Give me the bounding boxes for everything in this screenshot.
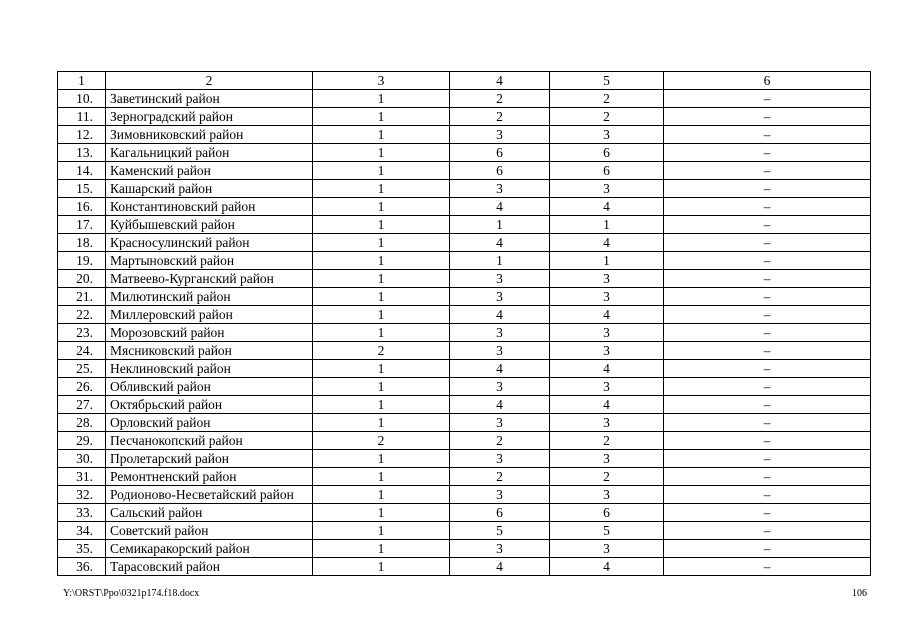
col6-cell: – xyxy=(664,504,871,522)
col6-cell: – xyxy=(664,360,871,378)
col3-cell: 1 xyxy=(313,324,450,342)
district-name-cell: Милютинский район xyxy=(106,288,313,306)
col4-cell: 2 xyxy=(450,432,550,450)
col3-cell: 1 xyxy=(313,288,450,306)
col5-cell: 4 xyxy=(550,558,664,576)
row-number-cell: 24. xyxy=(58,342,106,360)
col4-cell: 1 xyxy=(450,216,550,234)
district-name-cell: Зерноградский район xyxy=(106,108,313,126)
col3-cell: 1 xyxy=(313,90,450,108)
col6-cell: – xyxy=(664,378,871,396)
row-number-cell: 22. xyxy=(58,306,106,324)
footer-page-number: 106 xyxy=(852,588,867,599)
col3-cell: 1 xyxy=(313,378,450,396)
col4-cell: 6 xyxy=(450,504,550,522)
col6-cell: – xyxy=(664,288,871,306)
col5-cell: 5 xyxy=(550,522,664,540)
row-number-cell: 29. xyxy=(58,432,106,450)
col5-cell: 2 xyxy=(550,468,664,486)
district-name-cell: Родионово-Несветайский район xyxy=(106,486,313,504)
col3-cell: 1 xyxy=(313,540,450,558)
row-number-cell: 18. xyxy=(58,234,106,252)
col3-cell: 1 xyxy=(313,180,450,198)
district-name-cell: Октябрьский район xyxy=(106,396,313,414)
col4-cell: 5 xyxy=(450,522,550,540)
table-row xyxy=(58,108,871,126)
header-cell: 2 xyxy=(106,72,313,90)
col3-cell: 1 xyxy=(313,108,450,126)
footer-file-path: Y:\ORST\Ppo\0321p174.f18.docx xyxy=(63,588,200,599)
col5-cell: 1 xyxy=(550,252,664,270)
col4-cell: 3 xyxy=(450,180,550,198)
col4-cell: 4 xyxy=(450,360,550,378)
row-number-cell: 31. xyxy=(58,468,106,486)
col4-cell: 2 xyxy=(450,108,550,126)
col4-cell: 3 xyxy=(450,270,550,288)
district-name-cell: Ремонтненский район xyxy=(106,468,313,486)
col3-cell: 1 xyxy=(313,126,450,144)
col5-cell: 2 xyxy=(550,432,664,450)
district-name-cell: Семикаракорский район xyxy=(106,540,313,558)
row-number-cell: 16. xyxy=(58,198,106,216)
row-number-cell: 23. xyxy=(58,324,106,342)
col4-cell: 3 xyxy=(450,486,550,504)
col6-cell: – xyxy=(664,432,871,450)
col6-cell: – xyxy=(664,108,871,126)
col5-cell: 4 xyxy=(550,198,664,216)
table-row xyxy=(58,144,871,162)
row-number-cell: 35. xyxy=(58,540,106,558)
col6-cell: – xyxy=(664,540,871,558)
table-row xyxy=(58,126,871,144)
district-name-cell: Каменский район xyxy=(106,162,313,180)
col3-cell: 2 xyxy=(313,432,450,450)
row-number-cell: 13. xyxy=(58,144,106,162)
col4-cell: 6 xyxy=(450,162,550,180)
table-row xyxy=(58,180,871,198)
col5-cell: 2 xyxy=(550,108,664,126)
district-name-cell: Зимовниковский район xyxy=(106,126,313,144)
col6-cell: – xyxy=(664,342,871,360)
col6-cell: – xyxy=(664,162,871,180)
table-row xyxy=(58,396,871,414)
col3-cell: 1 xyxy=(313,252,450,270)
table-row xyxy=(58,414,871,432)
row-number-cell: 26. xyxy=(58,378,106,396)
col6-cell: – xyxy=(664,234,871,252)
col3-cell: 1 xyxy=(313,450,450,468)
table-row xyxy=(58,90,871,108)
district-name-cell: Тарасовский район xyxy=(106,558,313,576)
col6-cell: – xyxy=(664,486,871,504)
table-row xyxy=(58,306,871,324)
table-row xyxy=(58,432,871,450)
col6-cell: – xyxy=(664,144,871,162)
col5-cell: 4 xyxy=(550,396,664,414)
header-cell: 6 xyxy=(664,72,871,90)
row-number-cell: 33. xyxy=(58,504,106,522)
col5-cell: 3 xyxy=(550,414,664,432)
col3-cell: 1 xyxy=(313,162,450,180)
col4-cell: 2 xyxy=(450,468,550,486)
col3-cell: 1 xyxy=(313,144,450,162)
col5-cell: 6 xyxy=(550,504,664,522)
col5-cell: 6 xyxy=(550,144,664,162)
table-row xyxy=(58,288,871,306)
col3-cell: 1 xyxy=(313,360,450,378)
col4-cell: 3 xyxy=(450,342,550,360)
row-number-cell: 17. xyxy=(58,216,106,234)
table-row xyxy=(58,270,871,288)
table-row xyxy=(58,558,871,576)
table-row xyxy=(58,450,871,468)
col5-cell: 3 xyxy=(550,378,664,396)
header-cell: 3 xyxy=(313,72,450,90)
col5-cell: 6 xyxy=(550,162,664,180)
col6-cell: – xyxy=(664,252,871,270)
col5-cell: 3 xyxy=(550,324,664,342)
table-row xyxy=(58,486,871,504)
col5-cell: 1 xyxy=(550,216,664,234)
col6-cell: – xyxy=(664,90,871,108)
col4-cell: 2 xyxy=(450,90,550,108)
col6-cell: – xyxy=(664,198,871,216)
col4-cell: 6 xyxy=(450,144,550,162)
col3-cell: 1 xyxy=(313,198,450,216)
district-name-cell: Обливский район xyxy=(106,378,313,396)
row-number-cell: 34. xyxy=(58,522,106,540)
col4-cell: 1 xyxy=(450,252,550,270)
col6-cell: – xyxy=(664,306,871,324)
row-number-cell: 14. xyxy=(58,162,106,180)
col3-cell: 1 xyxy=(313,558,450,576)
col3-cell: 1 xyxy=(313,396,450,414)
col6-cell: – xyxy=(664,396,871,414)
col3-cell: 1 xyxy=(313,414,450,432)
row-number-cell: 11. xyxy=(58,108,106,126)
col5-cell: 3 xyxy=(550,450,664,468)
row-number-cell: 15. xyxy=(58,180,106,198)
district-name-cell: Песчанокопский район xyxy=(106,432,313,450)
district-name-cell: Заветинский район xyxy=(106,90,313,108)
district-name-cell: Куйбышевский район xyxy=(106,216,313,234)
table-row xyxy=(58,234,871,252)
district-name-cell: Матвеево-Курганский район xyxy=(106,270,313,288)
col5-cell: 3 xyxy=(550,342,664,360)
col6-cell: – xyxy=(664,270,871,288)
district-name-cell: Красносулинский район xyxy=(106,234,313,252)
col5-cell: 3 xyxy=(550,126,664,144)
col3-cell: 1 xyxy=(313,306,450,324)
col4-cell: 4 xyxy=(450,198,550,216)
header-cell: 5 xyxy=(550,72,664,90)
col6-cell: – xyxy=(664,522,871,540)
row-number-cell: 27. xyxy=(58,396,106,414)
table-row xyxy=(58,468,871,486)
col4-cell: 3 xyxy=(450,414,550,432)
col6-cell: – xyxy=(664,414,871,432)
table-row xyxy=(58,504,871,522)
col4-cell: 3 xyxy=(450,288,550,306)
table-row xyxy=(58,324,871,342)
col4-cell: 4 xyxy=(450,234,550,252)
col3-cell: 1 xyxy=(313,216,450,234)
col6-cell: – xyxy=(664,558,871,576)
col5-cell: 4 xyxy=(550,234,664,252)
row-number-cell: 36. xyxy=(58,558,106,576)
col6-cell: – xyxy=(664,450,871,468)
col5-cell: 3 xyxy=(550,288,664,306)
col3-cell: 1 xyxy=(313,234,450,252)
col3-cell: 1 xyxy=(313,522,450,540)
col4-cell: 3 xyxy=(450,378,550,396)
col3-cell: 1 xyxy=(313,270,450,288)
table-row xyxy=(58,540,871,558)
district-name-cell: Константиновский район xyxy=(106,198,313,216)
col3-cell: 1 xyxy=(313,504,450,522)
col3-cell: 1 xyxy=(313,468,450,486)
row-number-cell: 21. xyxy=(58,288,106,306)
col4-cell: 3 xyxy=(450,324,550,342)
col5-cell: 4 xyxy=(550,306,664,324)
table-row xyxy=(58,378,871,396)
district-name-cell: Неклиновский район xyxy=(106,360,313,378)
col6-cell: – xyxy=(664,216,871,234)
col6-cell: – xyxy=(664,468,871,486)
header-cell: 4 xyxy=(450,72,550,90)
col4-cell: 4 xyxy=(450,558,550,576)
col4-cell: 4 xyxy=(450,396,550,414)
district-name-cell: Орловский район xyxy=(106,414,313,432)
col4-cell: 3 xyxy=(450,126,550,144)
col5-cell: 3 xyxy=(550,486,664,504)
col6-cell: – xyxy=(664,180,871,198)
col5-cell: 2 xyxy=(550,90,664,108)
col5-cell: 3 xyxy=(550,270,664,288)
col6-cell: – xyxy=(664,126,871,144)
col3-cell: 2 xyxy=(313,342,450,360)
table-body xyxy=(58,90,871,576)
row-number-cell: 28. xyxy=(58,414,106,432)
col4-cell: 3 xyxy=(450,540,550,558)
col6-cell: – xyxy=(664,324,871,342)
table-row xyxy=(58,522,871,540)
table-row xyxy=(58,252,871,270)
col3-cell: 1 xyxy=(313,486,450,504)
table-row xyxy=(58,198,871,216)
row-number-cell: 19. xyxy=(58,252,106,270)
district-name-cell: Кагальницкий район xyxy=(106,144,313,162)
col4-cell: 4 xyxy=(450,306,550,324)
row-number-cell: 10. xyxy=(58,90,106,108)
col4-cell: 3 xyxy=(450,450,550,468)
col5-cell: 3 xyxy=(550,540,664,558)
district-name-cell: Пролетарский район xyxy=(106,450,313,468)
col5-cell: 3 xyxy=(550,180,664,198)
district-name-cell: Морозовский район xyxy=(106,324,313,342)
table-row xyxy=(58,216,871,234)
district-name-cell: Миллеровский район xyxy=(106,306,313,324)
row-number-cell: 25. xyxy=(58,360,106,378)
table-row xyxy=(58,162,871,180)
district-name-cell: Мясниковский район xyxy=(106,342,313,360)
row-number-cell: 12. xyxy=(58,126,106,144)
district-name-cell: Сальский район xyxy=(106,504,313,522)
district-table xyxy=(57,71,871,576)
table-row xyxy=(58,342,871,360)
row-number-cell: 30. xyxy=(58,450,106,468)
col5-cell: 4 xyxy=(550,360,664,378)
row-number-cell: 20. xyxy=(58,270,106,288)
district-name-cell: Мартыновский район xyxy=(106,252,313,270)
table-row xyxy=(58,360,871,378)
table-header-row xyxy=(58,72,871,90)
header-cell: 1 xyxy=(58,72,106,90)
district-name-cell: Советский район xyxy=(106,522,313,540)
district-name-cell: Кашарский район xyxy=(106,180,313,198)
row-number-cell: 32. xyxy=(58,486,106,504)
